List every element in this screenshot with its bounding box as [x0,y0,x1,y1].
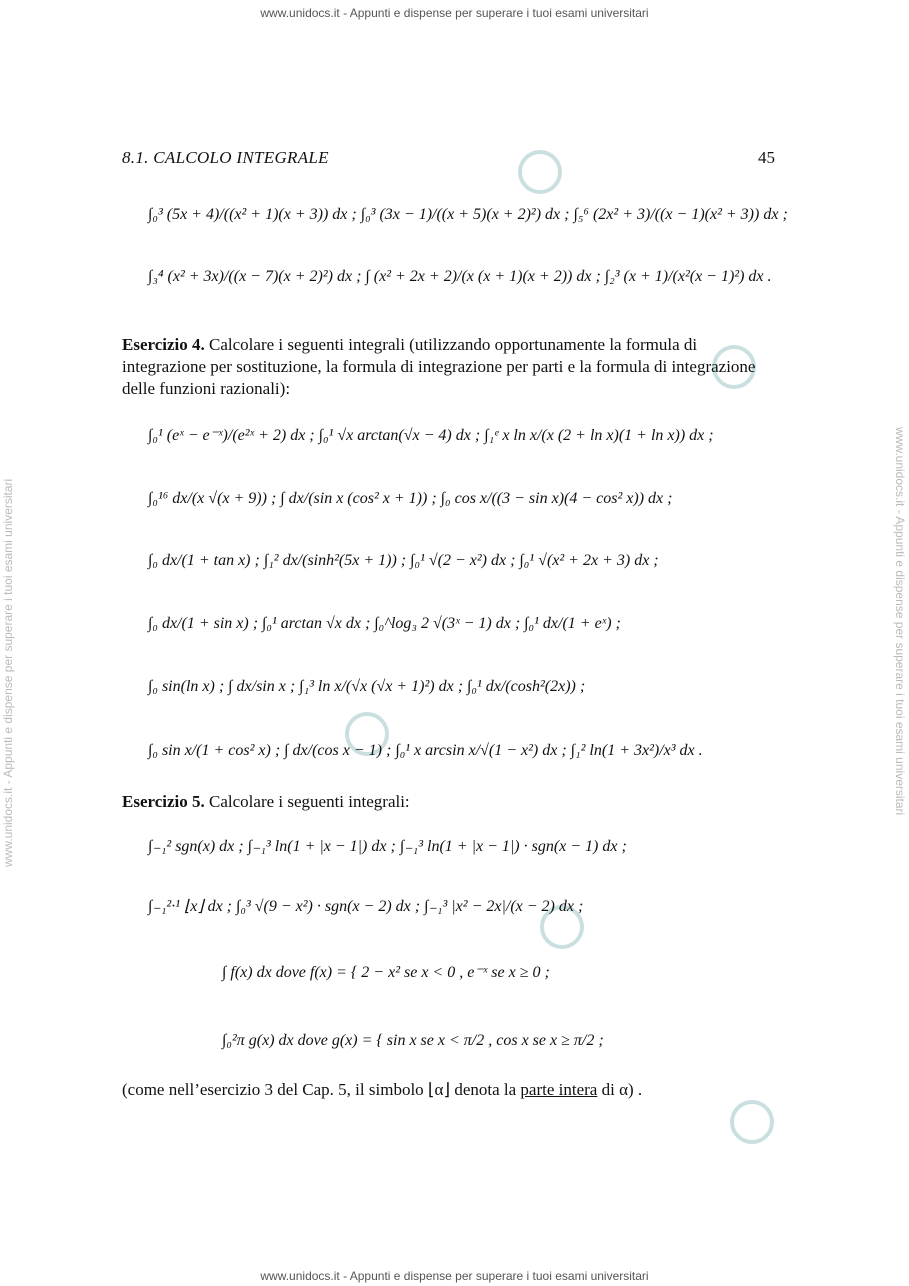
footnote-underlined: parte intera [520,1080,598,1099]
footnote-end: di α) . [597,1080,643,1099]
integral-row: ∫₀ sin(ln x) ; ∫ dx/sin x ; ∫₁³ ln x/(√x (√x + 1)²) dx ; ∫₀¹ dx/(cosh²(2x)) ; [148,678,586,695]
integral-row: ∫₀ sin x/(1 + cos² x) ; ∫ dx/(cos x − 1) ; ∫₀¹ x arcsin x/√(1 − x²) dx ; ∫₁² ln(1 + 3x²)/x³ dx . [148,742,703,759]
exercise-label: Esercizio 5. [122,792,205,811]
integral-row: ∫₀¹⁶ dx/(x √(x + 9)) ; ∫ dx/(sin x (cos² x + 1)) ; ∫₀ cos x/((3 − sin x)(4 − cos² x)) dx ; [148,490,673,507]
exercise-label: Esercizio 4. [122,335,205,354]
exercise-4 [122,334,777,400]
exercise-5 [122,791,777,813]
integral-row: ∫₃⁴ (x² + 3x)/((x − 7)(x + 2)²) dx ; ∫ (x² + 2x + 2)/(x (x + 1)(x + 2)) dx ; ∫₂³ (x + 1)/(x²(x − 1)²) dx . [148,268,772,285]
page-header [122,148,775,168]
watermark-left: www.unidocs.it - Appunti e dispense per superare i tuoi esami universitari [1,478,15,867]
page-number: 45 [758,148,775,167]
exercise-text: Calcolare i seguenti integrali (utilizzando opportunamente la formula di integrazione per sostituzione, la formula di integrazione per parti e la formula di integrazione delle funzioni razionali): [122,335,756,398]
integral-row: ∫₀ dx/(1 + sin x) ; ∫₀¹ arctan √x dx ; ∫₀^log₃ 2 √(3ˣ − 1) dx ; ∫₀¹ dx/(1 + eˣ) ; [148,615,621,632]
watermark-bottom: www.unidocs.it - Appunti e dispense per superare i tuoi esami universitari [260,1269,649,1283]
integral-row: ∫₀³ (5x + 4)/((x² + 1)(x + 3)) dx ; ∫₀³ (3x − 1)/((x + 5)(x + 2)²) dx ; ∫₅⁶ (2x² + 3)/((x − 1)(x² + 3)) dx ; [148,206,788,223]
integral-row: ∫₋₁²·¹ ⌊x⌋ dx ; ∫₀³ √(9 − x²) · sgn(x − 2) dx ; ∫₋₁³ |x² − 2x|/(x − 2) dx ; [148,898,584,915]
footnote-text: (come nell’esercizio 3 del Cap. 5, il simbolo ⌊α⌋ denota la [122,1080,521,1099]
piecewise-definition-g: ∫₀²π g(x) dx dove g(x) = { sin x se x < π/2 , cos x se x ≥ π/2 ; [222,1032,604,1049]
integral-row: ∫₀¹ (eˣ − e⁻ˣ)/(e²ˣ + 2) dx ; ∫₀¹ √x arctan(√x − 4) dx ; ∫₁ᵉ x ln x/(x (2 + ln x)(1 + ln x)) dx ; [148,427,714,444]
integral-row: ∫₋₁² sgn(x) dx ; ∫₋₁³ ln(1 + |x − 1|) dx ; ∫₋₁³ ln(1 + |x − 1|) · sgn(x − 1) dx ; [148,838,627,855]
watermark-logo-icon [730,1100,774,1144]
footnote [122,1080,642,1100]
watermark-top: www.unidocs.it - Appunti e dispense per superare i tuoi esami universitari [260,6,649,20]
piecewise-definition-f: ∫ f(x) dx dove f(x) = { 2 − x² se x < 0 , e⁻ˣ se x ≥ 0 ; [222,964,550,981]
section-title: 8.1. CALCOLO INTEGRALE [122,148,329,167]
exercise-text: Calcolare i seguenti integrali: [209,792,410,811]
watermark-right: www.unidocs.it - Appunti e dispense per superare i tuoi esami universitari [893,427,907,816]
integral-row: ∫₀ dx/(1 + tan x) ; ∫₁² dx/(sinh²(5x + 1)) ; ∫₀¹ √(2 − x²) dx ; ∫₀¹ √(x² + 2x + 3) dx ; [148,552,659,569]
